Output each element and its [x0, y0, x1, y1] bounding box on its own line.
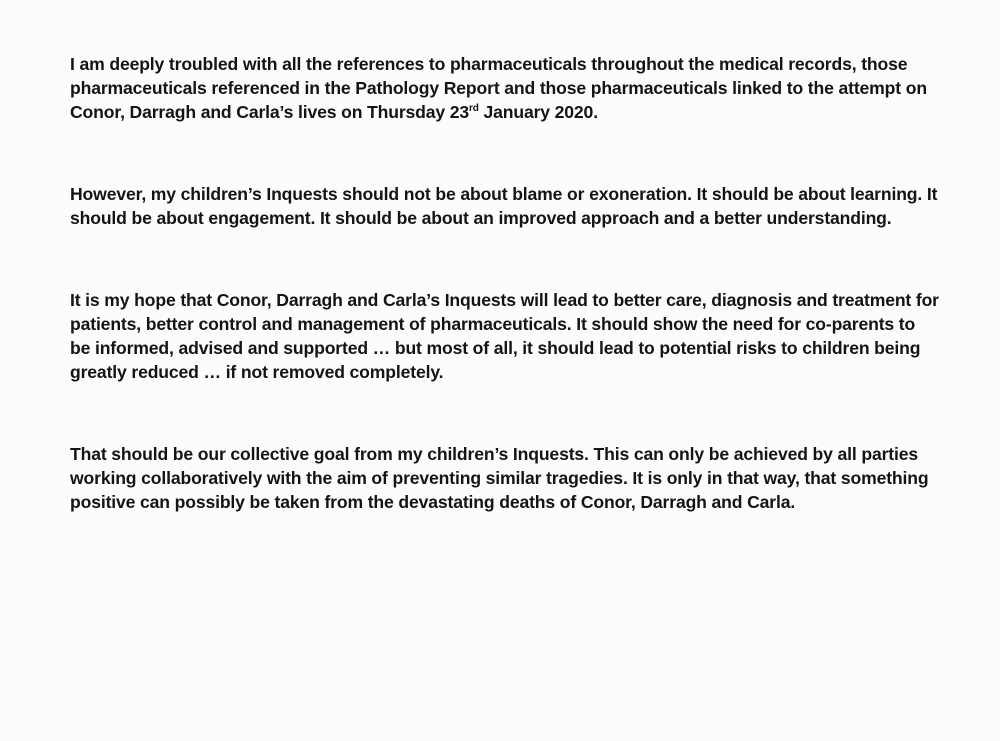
- paragraph-hope: It is my hope that Conor, Darragh and Carla’s Inquests will lead to better care, diagnosis and treatment for patients, better control and management of pharmaceuticals. It should show the need for co-parents to be informed, advised and supported … but most of all, it should lead to potential risks to children being greatly reduced … if not removed completely.: [70, 290, 939, 382]
- paragraph-pharmaceuticals: [70, 52, 940, 124]
- paragraph-pharmaceuticals-text: I am deeply troubled with all the references to pharmaceuticals throughout the medical records, those pharmaceuticals referenced in the Pathology Report and those pharmaceuticals linked to the attempt on Conor, Darragh and Carla’s lives on Thursday 23: [70, 54, 927, 122]
- paragraph-inquests-purpose: However, my children’s Inquests should not be about blame or exoneration. It should be about learning. It should be about engagement. It should be about an improved approach and a better understanding.: [70, 184, 938, 228]
- paragraph-collective-goal: That should be our collective goal from my children’s Inquests. This can only be achieved by all parties working collaboratively with the aim of preventing similar tragedies. It is only in that way, that something positive can possibly be taken from the devastating deaths of Conor, Darragh and Carla.: [70, 444, 929, 512]
- ordinal-suffix: rd: [469, 103, 479, 115]
- paragraph-pharmaceuticals-date: January 2020.: [478, 102, 598, 122]
